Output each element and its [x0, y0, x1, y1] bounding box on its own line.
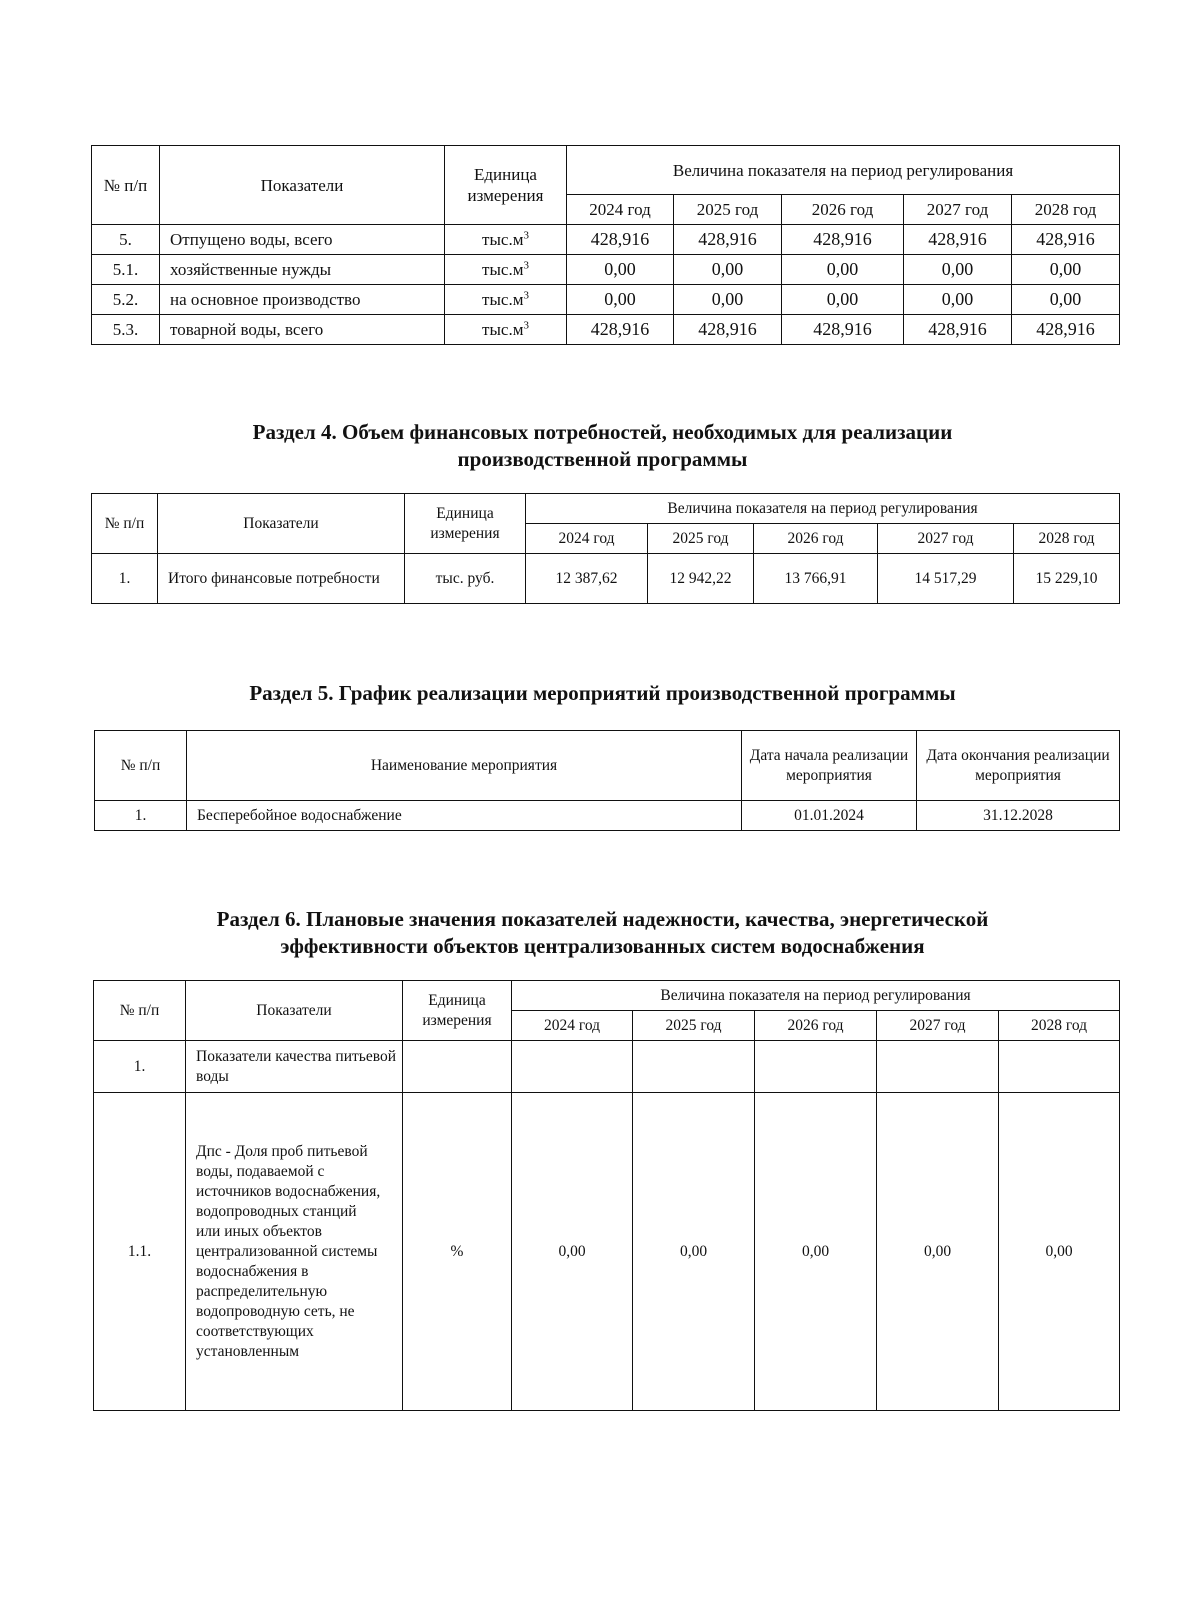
row-num: 1.: [95, 801, 187, 831]
row-num: 1.: [92, 554, 158, 604]
row-name: на основное производство: [160, 285, 445, 315]
header-name: Наименование мероприятия: [187, 731, 742, 801]
row-num: 1.: [94, 1041, 186, 1093]
row-value: 0,00: [755, 1093, 877, 1411]
row-end: 31.12.2028: [917, 801, 1120, 831]
row-name: Показатели качества питьевой воды: [186, 1041, 403, 1093]
row-num: 1.1.: [94, 1093, 186, 1411]
header-end: Дата окончания реализации мероприятия: [917, 731, 1120, 801]
row-unit: $тыс.м^3$: [445, 315, 567, 345]
row-value: 13 766,91: [754, 554, 878, 604]
row-value: 428,916: [904, 225, 1012, 255]
header-num: № п/п: [92, 494, 158, 554]
header-period: Величина показателя на период регулирования: [567, 146, 1120, 195]
year-2024: 2024 год: [526, 524, 648, 554]
section5-title: Раздел 5. График реализации мероприятий производственной программы: [249, 681, 956, 705]
year-2025: 2025 год: [648, 524, 754, 554]
row-value: [877, 1041, 999, 1093]
row-unit: $тыс.м^3$: [445, 285, 567, 315]
header-num: № п/п: [95, 731, 187, 801]
row-value: 0,00: [567, 255, 674, 285]
table-row: [92, 285, 1120, 315]
year-2026: 2026 год: [782, 195, 904, 225]
row-start: 01.01.2024: [742, 801, 917, 831]
row-value: 0,00: [674, 285, 782, 315]
section6-title: Раздел 6. Плановые значения показателей надежности, качества, энергетической эффективности объектов централизованных систем водоснабжения: [216, 907, 989, 958]
row-num: 5.3.: [92, 315, 160, 345]
row-value: [512, 1041, 633, 1093]
header-period: Величина показателя на период регулирования: [512, 981, 1120, 1011]
row-name: товарной воды, всего: [160, 315, 445, 345]
row-value: 12 387,62: [526, 554, 648, 604]
table-row: [94, 1041, 1120, 1093]
header-num: № п/п: [94, 981, 186, 1041]
header-indicator: Показатели: [158, 494, 405, 554]
row-value: 428,916: [674, 225, 782, 255]
row-value: 0,00: [1012, 255, 1120, 285]
row-value: 0,00: [782, 255, 904, 285]
row-name: хозяйственные нужды: [160, 255, 445, 285]
year-2024: 2024 год: [567, 195, 674, 225]
row-num: 5.: [92, 225, 160, 255]
row-value: 0,00: [567, 285, 674, 315]
table-row: [92, 315, 1120, 345]
row-value: 428,916: [567, 315, 674, 345]
water-released-table: [91, 145, 1120, 345]
row-value: [999, 1041, 1120, 1093]
row-num: 5.1.: [92, 255, 160, 285]
row-value: 428,916: [782, 315, 904, 345]
year-2026: 2026 год: [755, 1011, 877, 1041]
row-value: 0,00: [782, 285, 904, 315]
section4-title: Раздел 4. Объем финансовых потребностей, необходимых для реализации производственной программы: [252, 420, 953, 471]
year-2027: 2027 год: [904, 195, 1012, 225]
row-value: 428,916: [674, 315, 782, 345]
row-value: 0,00: [877, 1093, 999, 1411]
financial-needs-table: [91, 493, 1120, 604]
row-name: Отпущено воды, всего: [160, 225, 445, 255]
table-row: [94, 1093, 1120, 1411]
row-unit: %: [403, 1093, 512, 1411]
row-name: Итого финансовые потребности: [158, 554, 405, 604]
row-value: 0,00: [904, 285, 1012, 315]
row-name: Дпс - Доля проб питьевой воды, подаваемой с источников водоснабжения, водопроводных станций или иных объектов централизованной системы водоснабжения в распределительную водопроводную сеть, не соответствующих установленным: [186, 1093, 403, 1411]
row-value: 0,00: [904, 255, 1012, 285]
reliability-table: [93, 980, 1120, 1411]
year-2027: 2027 год: [878, 524, 1014, 554]
row-value: [633, 1041, 755, 1093]
row-value: 15 229,10: [1014, 554, 1120, 604]
year-2028: 2028 год: [1014, 524, 1120, 554]
row-name: Бесперебойное водоснабжение: [187, 801, 742, 831]
table-row: [95, 801, 1120, 831]
header-unit: Единица измерения: [403, 981, 512, 1041]
row-value: 0,00: [674, 255, 782, 285]
header-indicator: Показатели: [160, 146, 445, 225]
row-value: 0,00: [512, 1093, 633, 1411]
table-row: [92, 255, 1120, 285]
row-unit: $тыс.м^3$: [445, 255, 567, 285]
header-unit: Единица измерения: [405, 494, 526, 554]
row-value: 428,916: [904, 315, 1012, 345]
row-value: 0,00: [633, 1093, 755, 1411]
year-2025: 2025 год: [674, 195, 782, 225]
row-value: [755, 1041, 877, 1093]
year-2026: 2026 год: [754, 524, 878, 554]
year-2028: 2028 год: [1012, 195, 1120, 225]
header-indicator: Показатели: [186, 981, 403, 1041]
row-value: 14 517,29: [878, 554, 1014, 604]
year-2024: 2024 год: [512, 1011, 633, 1041]
header-num: № п/п: [92, 146, 160, 225]
row-value: 0,00: [1012, 285, 1120, 315]
header-start: Дата начала реализации мероприятия: [742, 731, 917, 801]
row-value: 12 942,22: [648, 554, 754, 604]
table-row: [92, 554, 1120, 604]
row-unit: тыс. руб.: [405, 554, 526, 604]
row-value: 0,00: [999, 1093, 1120, 1411]
row-value: 428,916: [1012, 225, 1120, 255]
header-unit: Единица измерения: [445, 146, 567, 225]
row-value: 428,916: [567, 225, 674, 255]
header-period: Величина показателя на период регулирования: [526, 494, 1120, 524]
year-2028: 2028 год: [999, 1011, 1120, 1041]
year-2025: 2025 год: [633, 1011, 755, 1041]
schedule-table: [94, 730, 1120, 831]
table-row: [92, 225, 1120, 255]
row-value: 428,916: [782, 225, 904, 255]
row-value: 428,916: [1012, 315, 1120, 345]
row-unit: [403, 1041, 512, 1093]
year-2027: 2027 год: [877, 1011, 999, 1041]
row-num: 5.2.: [92, 285, 160, 315]
row-unit: $тыс.м^3$: [445, 225, 567, 255]
